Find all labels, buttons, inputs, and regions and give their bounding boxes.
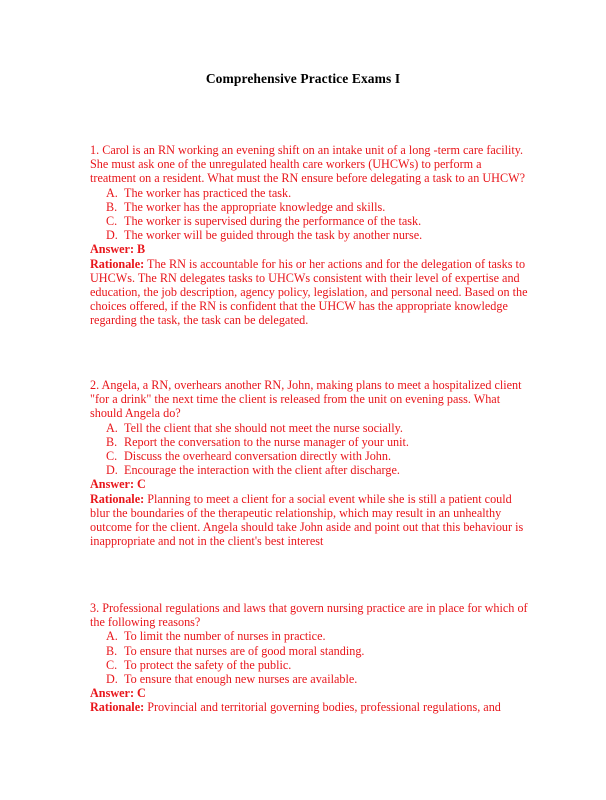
option-letter: B. — [106, 434, 118, 449]
question-stem: 3. Professional regulations and laws that govern nursing practice are in place for which of the following reasons? — [90, 601, 528, 630]
option-letter: C. — [106, 657, 118, 672]
rationale — [90, 257, 530, 328]
question-stem: 1. Carol is an RN working an evening shift on an intake unit of a long -term care facility. She must ask one of the unregulated health care workers (UHCWs) to perform a treatment on a resident. What must the RN ensure before delegating a task to an UHCW? — [90, 143, 526, 186]
option-letter: A. — [106, 629, 118, 644]
question-1 — [90, 143, 530, 328]
option-text: The worker is supervised during the performance of the task. — [124, 214, 422, 229]
question-2 — [90, 378, 530, 548]
rationale — [90, 492, 530, 549]
option-text: To ensure that nurses are of good moral standing. — [124, 643, 365, 658]
option-b — [106, 644, 530, 658]
option-letter: D. — [106, 463, 118, 478]
option-text: The worker has the appropriate knowledge and skills. — [124, 199, 386, 214]
option-letter: D. — [106, 228, 118, 243]
answer-options — [90, 186, 530, 243]
option-letter: A. — [106, 185, 118, 200]
rationale-label: Rationale: — [90, 491, 145, 506]
option-letter: A. — [106, 420, 118, 435]
option-text: Encourage the interaction with the client after discharge. — [124, 463, 400, 478]
option-d — [106, 228, 530, 242]
option-text: To protect the safety of the public. — [124, 657, 292, 672]
option-text: Discuss the overheard conversation directly with John. — [124, 449, 392, 464]
option-c — [106, 658, 530, 672]
option-letter: B. — [106, 199, 118, 214]
option-d — [106, 463, 530, 477]
answer-key: Answer: C — [90, 686, 146, 701]
option-text: To ensure that enough new nurses are available. — [124, 672, 358, 687]
answer-key: Answer: B — [90, 242, 146, 257]
rationale-text: Provincial and territorial governing bodies, professional regulations, and — [144, 700, 501, 715]
question-stem: 2. Angela, a RN, overhears another RN, John, making plans to meet a hospitalized client "for a drink" the next time the client is released from the unit on evening pass. What should Angela do? — [90, 378, 522, 421]
rationale-text: The RN is accountable for his or her actions and for the delegation of tasks to UHCWs. The RN delegates tasks to UHCWs consistent with their level of expertise and education, the job description, agency policy, legislation, and personal need. Based on the choices offered, if the RN is confident that the UHCW has the appropriate knowledge regarding the task, the task can be delegated. — [90, 256, 528, 328]
page-title: Comprehensive Practice Exams I — [205, 71, 401, 86]
rationale — [90, 700, 530, 714]
option-d — [106, 672, 530, 686]
option-c — [106, 449, 530, 463]
option-a — [106, 629, 530, 643]
option-letter: B. — [106, 643, 118, 658]
option-text: Tell the client that she should not meet the nurse socially. — [124, 420, 403, 435]
option-text: To limit the number of nurses in practice. — [124, 629, 326, 644]
option-text: The worker has practiced the task. — [124, 185, 292, 200]
rationale-label: Rationale: — [90, 256, 145, 271]
rationale-label: Rationale: — [90, 700, 145, 715]
option-letter: D. — [106, 672, 118, 687]
option-text: The worker will be guided through the task by another nurse. — [124, 228, 423, 243]
option-b — [106, 435, 530, 449]
option-a — [106, 421, 530, 435]
option-b — [106, 200, 530, 214]
option-text: Report the conversation to the nurse manager of your unit. — [124, 434, 409, 449]
answer-options — [90, 629, 530, 686]
option-letter: C. — [106, 449, 118, 464]
question-3 — [90, 601, 530, 715]
answer-options — [90, 421, 530, 478]
option-c — [106, 214, 530, 228]
option-a — [106, 186, 530, 200]
rationale-text: Planning to meet a client for a social event while she is still a patient could blur the boundaries of the therapeutic relationship, which may result in an unhealthy outcome for the client. Angela should take John aside and point out that this behaviour is inappropriate and not in the client's best interest — [90, 491, 524, 549]
answer-key: Answer: C — [90, 477, 146, 492]
option-letter: C. — [106, 214, 118, 229]
